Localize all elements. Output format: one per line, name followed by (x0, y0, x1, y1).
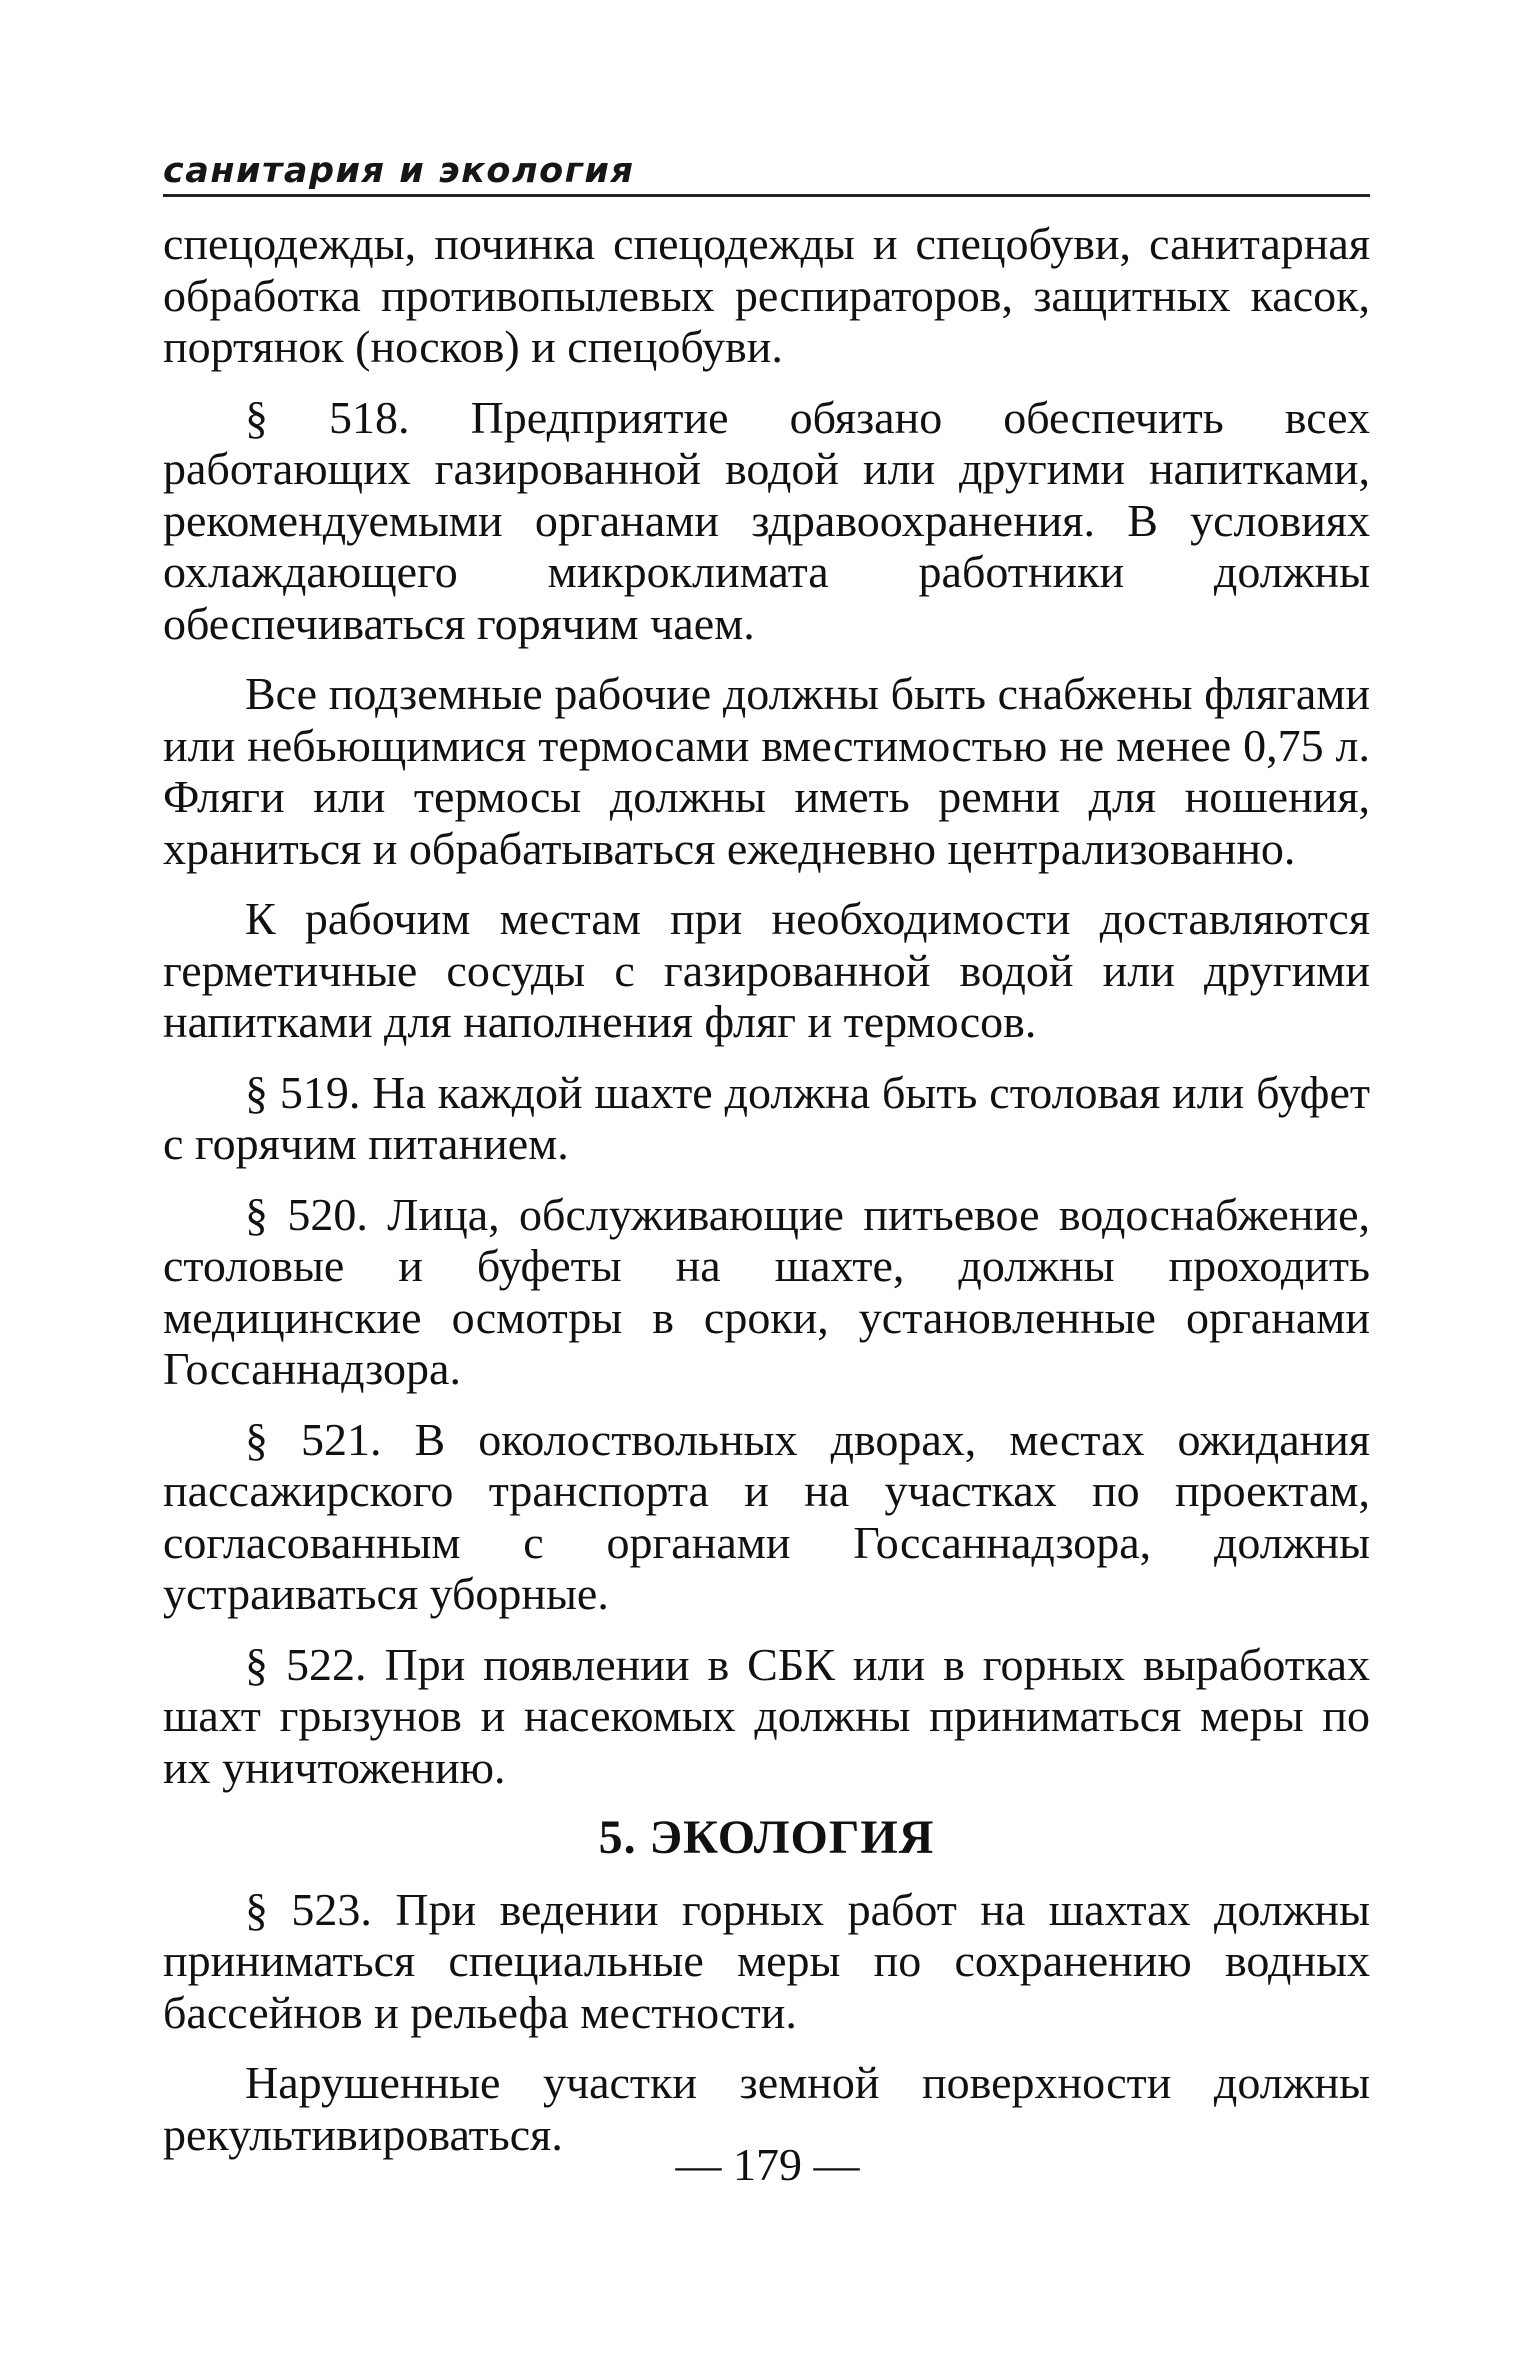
paragraph-519: § 519. На каждой шахте должна быть столовая или буфет с горячим питанием. (163, 1066, 1370, 1169)
paragraph-flasks: Все подземные рабочие должны быть снабжены флягами или небьющимися термосами вместимостью не менее 0,75 л. Фляги или термосы должны иметь ремни для ношения, храниться и обрабатываться ежедневно централизованно. (163, 668, 1370, 874)
body-text (163, 218, 1370, 2179)
running-header-title: санитария и экология (163, 151, 635, 191)
paragraph-520: § 520. Лица, обслуживающие питьевое водоснабжение, столовые и буфеты на шахте, должны проходить медицинские осмотры в сроки, установленные органами Госсаннадзора. (163, 1188, 1370, 1394)
paragraph-521: § 521. В околоствольных дворах, местах ожидания пассажирского транспорта и на участках по проектам, согласованным с органами Госсаннадзора, должны устраиваться уборные. (163, 1413, 1370, 1619)
paragraph-recultivation: Нарушенные участки земной поверхности должны рекультивироваться. (163, 2057, 1370, 2160)
section-heading: 5. ЭКОЛОГИЯ (598, 1811, 935, 1864)
paragraph-continuation: спецодежды, починка спецодежды и спецобуви, санитарная обработка противопылевых респираторов, защитных касок, портянок (носков) и спецобуви. (163, 218, 1370, 372)
running-header (163, 150, 1370, 197)
paragraph-522: § 522. При появлении в СБК или в горных выработках шахт грызунов и насекомых должны приниматься меры по их уничтожению. (163, 1638, 1370, 1793)
paragraph-vessels: К рабочим местам при необходимости доставляются герметичные сосуды с газированной водой или другими напитками для наполнения фляг и термосов. (163, 893, 1370, 1047)
paragraph-523: § 523. При ведении горных работ на шахтах должны приниматься специальные меры по сохранению водных бассейнов и рельефа местности. (163, 1883, 1370, 2038)
page-number: — 179 — (675, 2139, 860, 2190)
paragraph-518: § 518. Предприятие обязано обеспечить всех работающих газированной водой или другими напитками, рекомендуемыми органами здравоохранения. В условиях охлаждающего микроклимата работники должны обеспечиваться горячим чаем. (163, 391, 1370, 649)
